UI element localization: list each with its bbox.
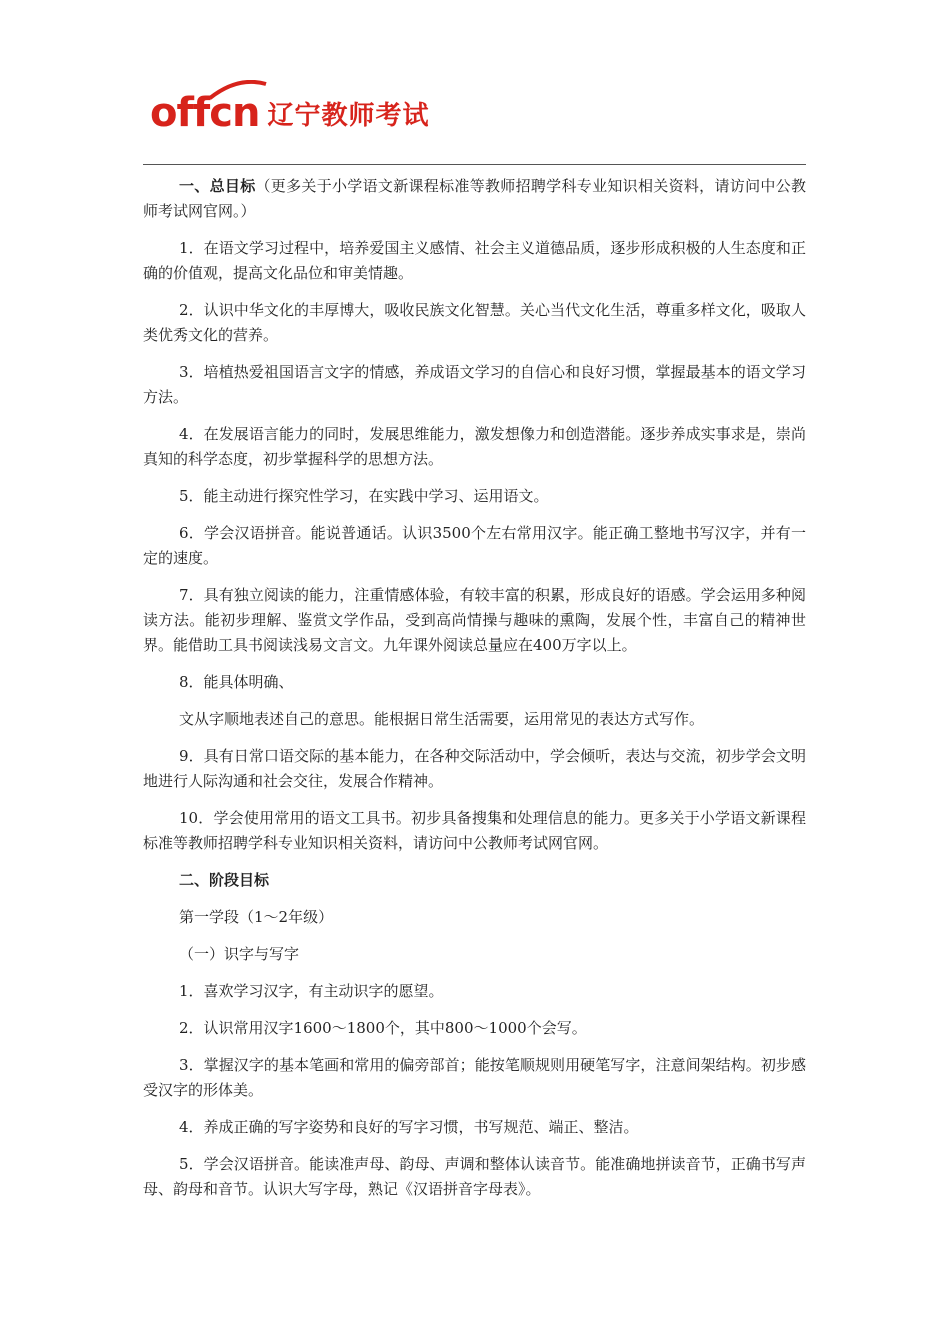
- stage-item: 3．掌握汉字的基本笔画和常用的偏旁部首；能按笔顺规则用硬笔写字，注意间架结构。初步感受汉字的形体美。: [143, 1056, 806, 1099]
- logo-text: 辽宁教师考试: [267, 100, 430, 131]
- stage-item: 4．养成正确的写字姿势和良好的写字习惯，书写规范、端正、整洁。: [179, 1118, 639, 1136]
- stage-subheading: （一）识字与写字: [179, 945, 300, 963]
- offcn-logo: [150, 88, 430, 138]
- logo-brand: offcn: [150, 90, 260, 136]
- goal-item: 4．在发展语言能力的同时，发展思维能力，激发想像力和创造潜能。逐步养成实事求是，崇尚真知的科学态度，初步掌握科学的思想方法。: [143, 425, 806, 468]
- stage-item: 1．喜欢学习汉字，有主动识字的愿望。: [179, 982, 444, 1000]
- document-body: [143, 174, 806, 1214]
- goal-intro: （更多关于小学语文新课程标准等教师招聘学科专业知识相关资料，请访问中公教师考试网官网。）: [143, 177, 806, 220]
- goal-item: 1．在语文学习过程中，培养爱国主义感情、社会主义道德品质，逐步形成积极的人生态度和正确的价值观，提高文化品位和审美情趣。: [143, 239, 806, 282]
- stage-item: 5．学会汉语拼音。能读准声母、韵母、声调和整体认读音节。能准确地拼读音节，正确书写声母、韵母和音节。认识大写字母，熟记《汉语拼音字母表》。: [143, 1155, 806, 1198]
- goal-item: 6．学会汉语拼音。能说普通话。认识3500个左右常用汉字。能正确工整地书写汉字，并有一定的速度。: [143, 524, 806, 567]
- goal-intro-paragraph: [143, 174, 806, 224]
- stage-item: 2．认识常用汉字1600～1800个，其中800～1000个会写。: [179, 1019, 587, 1037]
- stage-period: 第一学段（1～2年级）: [179, 908, 334, 926]
- goal-item: 9．具有日常口语交际的基本能力，在各种交际活动中，学会倾听，表达与交流，初步学会文明地进行人际沟通和社会交往，发展合作精神。: [143, 747, 806, 790]
- logo-swoosh-icon: [208, 80, 268, 100]
- goal-item: 10．学会使用常用的语文工具书。初步具备搜集和处理信息的能力。更多关于小学语文新课程标准等教师招聘学科专业知识相关资料，请访问中公教师考试网官网。: [143, 809, 806, 852]
- goal-item: 2．认识中华文化的丰厚博大，吸收民族文化智慧。关心当代文化生活，尊重多样文化，吸取人类优秀文化的营养。: [143, 301, 806, 344]
- goal-item: 7．具有独立阅读的能力，注重情感体验，有较丰富的积累，形成良好的语感。学会运用多种阅读方法。能初步理解、鉴赏文学作品，受到高尚情操与趣味的熏陶，发展个性，丰富自己的精神世界。能借助工具书阅读浅易文言文。九年课外阅读总量应在400万字以上。: [143, 586, 806, 654]
- goal-item: 8．能具体明确、: [179, 673, 294, 691]
- goal-item: 3．培植热爱祖国语言文字的情感，养成语文学习的自信心和良好习惯，掌握最基本的语文学习方法。: [143, 363, 806, 406]
- header-divider: [143, 164, 806, 165]
- goal-item: 文从字顺地表述自己的意思。能根据日常生活需要，运用常见的表达方式写作。: [179, 710, 705, 728]
- goal-item: 5．能主动进行探究性学习，在实践中学习、运用语文。: [179, 487, 549, 505]
- stage-heading: 二、阶段目标: [179, 871, 270, 889]
- goal-heading: 一、总目标: [179, 177, 256, 195]
